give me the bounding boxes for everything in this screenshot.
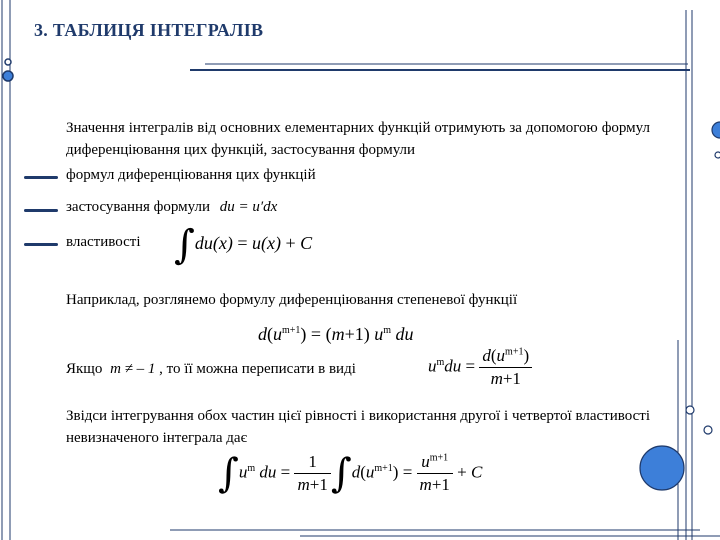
bullet-marker-2 xyxy=(24,209,58,212)
condition-pre: Якщо xyxy=(66,361,103,377)
formula-result: $\int u^m$ du = $\frac{1}{m+1}$ $\int d(u^{m+1})$ = $\frac{u^{m+1}}{m+1}$ + C xyxy=(218,450,483,497)
bullet-2 xyxy=(66,199,277,216)
bullet-marker-1 xyxy=(24,176,58,179)
intro-paragraph: Значення інтегралів від основних елементарних функцій отримують за допомогою формул диференціювання цих функцій, застосування формули xyxy=(66,120,650,158)
slide-title: 3. ТАБЛИЦЯ ІНТЕГРАЛІВ xyxy=(34,20,264,40)
bullet-2-formula: du = u′dx xyxy=(219,199,278,215)
bullet-3-text: властивості xyxy=(66,234,141,250)
bullet-marker-3 xyxy=(24,243,58,246)
bullet-1-text: формул диференціювання цих функцій xyxy=(66,167,316,183)
condition-formula: m ≠ – 1 xyxy=(110,361,156,377)
bullet-2-text: застосування формули xyxy=(66,199,211,215)
example-text: Наприклад, розглянемо формулу диференціювання степеневої функції xyxy=(66,292,518,308)
condition-post: , то її можна переписати в виді xyxy=(159,361,356,377)
condition-line xyxy=(66,361,356,378)
formula-property: ∫du(x) = u(x) + C xyxy=(174,222,313,268)
formula-power-derivative: $d(u^{m+1}) = (m+1)$ $u^m$ du xyxy=(258,324,414,344)
conclusion-paragraph: Звідси інтегрування обох частин цієї рівності і використання другої і четвертої властивості невизначеного інтеграла дає xyxy=(66,408,650,446)
formula-rewrite: $u^mdu$ = $\frac{d(u^{m+1})}{m+1}$ xyxy=(428,346,532,389)
